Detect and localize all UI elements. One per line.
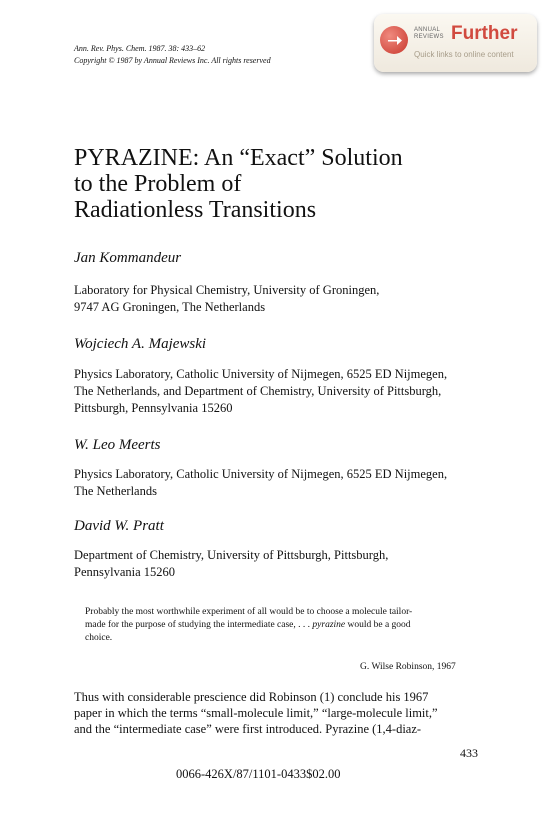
epigraph-attribution: G. Wilse Robinson, 1967 <box>360 662 456 672</box>
body-paragraph: Thus with considerable prescience did Robinson (1) conclude his 1967 paper in which the terms “small-molecule limit,” “large-molecule limit,” and the “intermediate case” were first introduced. Pyrazine (1,4-diaz- <box>74 690 438 736</box>
footer-code: 0066-426X/87/1101-0433$02.00 <box>176 767 341 781</box>
author-name: David W. Pratt <box>74 518 164 534</box>
page-number: 433 <box>460 746 478 760</box>
arrow-icon <box>386 32 404 48</box>
further-label: Further <box>451 23 518 44</box>
author-affiliation: Physics Laboratory, Catholic University of Nijmegen, 6525 ED Nijmegen, The Netherlands, and Department of Chemistry, University of Pittsburgh, Pittsburgh, Pennsylvania 15260 <box>74 367 448 415</box>
author-affiliation: Physics Laboratory, Catholic University of Nijmegen, 6525 ED Nijmegen, The Netherlands <box>74 467 448 498</box>
quick-links-label: Quick links to online content <box>414 50 514 59</box>
author-affiliation: Department of Chemistry, University of Pittsburgh, Pittsburgh, Pennsylvania 15260 <box>74 548 389 579</box>
author-affiliation: Laboratory for Physical Chemistry, University of Groningen, 9747 AG Groningen, The Netherlands <box>74 283 380 314</box>
author-name: W. Leo Meerts <box>74 437 161 453</box>
annual-reviews-further-badge[interactable] <box>374 14 537 72</box>
epigraph-quote: Probably the most worthwhile experiment of all would be to choose a molecule tailor- made for the purpose of studying the intermediate case, . . . pyrazine would be a good choice. <box>85 607 413 643</box>
author-name: Wojciech A. Majewski <box>74 336 207 352</box>
journal-citation: Ann. Rev. Phys. Chem. 1987. 38: 433–62 <box>74 44 206 53</box>
copyright-line: Copyright © 1987 by Annual Reviews Inc. All rights reserved <box>74 56 271 65</box>
annual-reviews-label: ANNUAL REVIEWS <box>414 27 444 40</box>
author-name: Jan Kommandeur <box>74 250 182 266</box>
article-title: PYRAZINE: An “Exact” Solution to the Problem of Radiationless Transitions <box>74 145 403 223</box>
